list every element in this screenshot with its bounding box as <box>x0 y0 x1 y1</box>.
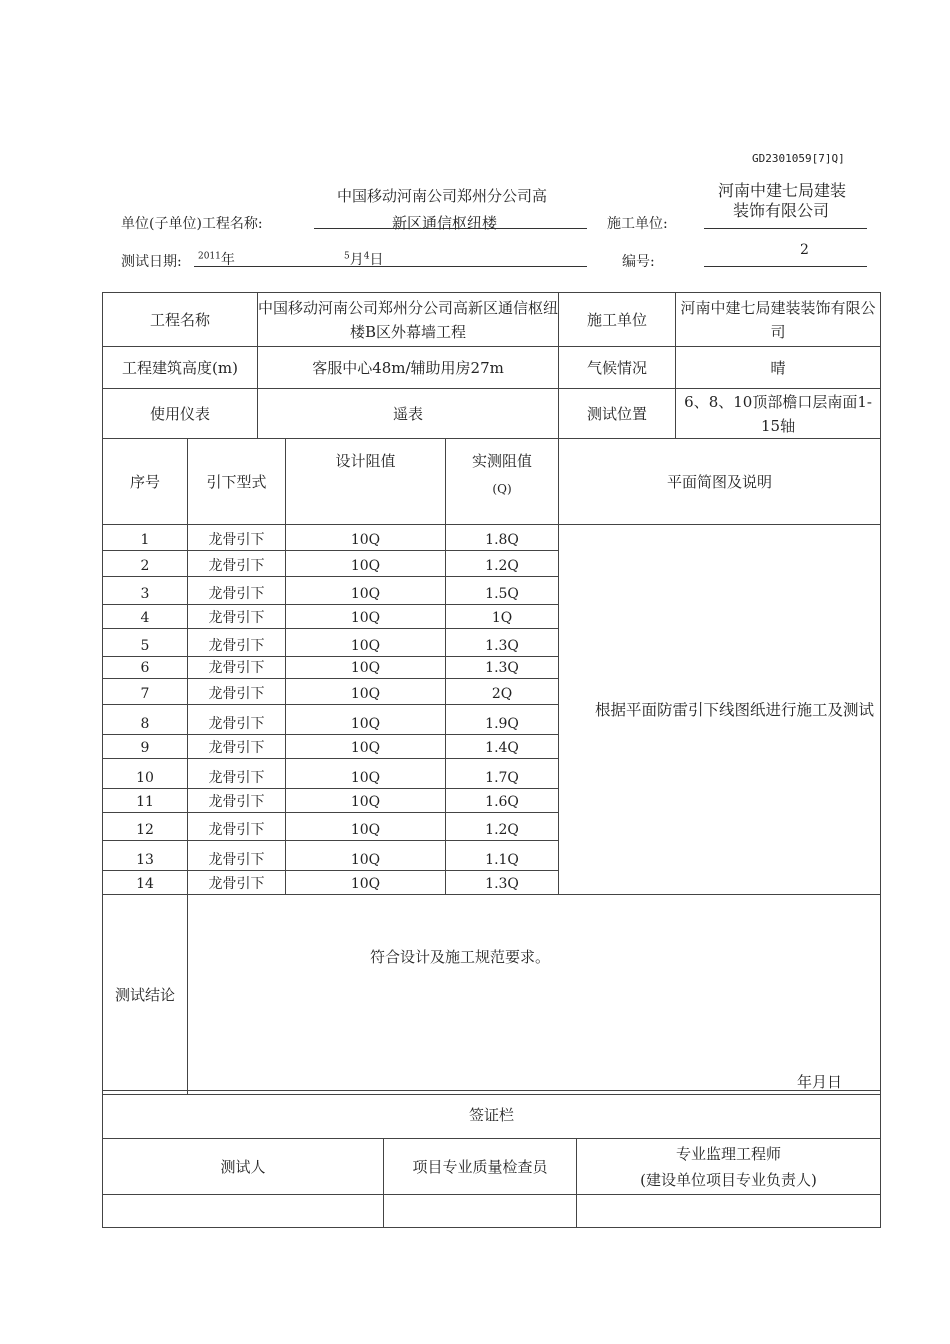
col-plan-header: 平面简图及说明 <box>559 439 881 525</box>
row-no: 6 <box>103 657 188 679</box>
conclusion-date: 年月日 <box>797 1073 843 1091</box>
project-name-line1: 中国移动河南公司郑州分公司高 <box>337 187 548 205</box>
row-no: 14 <box>103 871 188 895</box>
supervisor-signature[interactable] <box>577 1195 881 1228</box>
col-actual-unit: (Q) <box>492 482 512 496</box>
signature-title: 签证栏 <box>103 1091 881 1139</box>
project-name-line2: 新区通信枢纽楼 <box>392 214 498 232</box>
row-actual: 1.5Q <box>446 577 559 605</box>
col-design-header: 设计阻值 <box>286 439 446 525</box>
row-no: 2 <box>103 551 188 577</box>
row-type: 龙骨引下 <box>188 551 286 577</box>
col-actual-title: 实测阻值 <box>472 452 533 470</box>
row-no: 5 <box>103 629 188 657</box>
tester-label: 测试人 <box>103 1139 384 1195</box>
row-type: 龙骨引下 <box>188 841 286 871</box>
row-design: 10Q <box>286 871 446 895</box>
position-value: 6、8、10顶部檐口层南面1-15轴 <box>676 389 881 439</box>
row-type: 龙骨引下 <box>188 679 286 705</box>
row-actual: 1.2Q <box>446 813 559 841</box>
height-label: 工程建筑高度(m) <box>103 347 258 389</box>
row-actual: 2Q <box>446 679 559 705</box>
row-no: 11 <box>103 789 188 813</box>
contractor-label: 施工单位: <box>607 216 668 232</box>
conclusion-cell <box>188 895 881 1095</box>
row-type: 龙骨引下 <box>188 813 286 841</box>
row-actual: 1.1Q <box>446 841 559 871</box>
row-design: 10Q <box>286 679 446 705</box>
project-name-label: 单位(子单位)工程名称: <box>121 216 263 232</box>
test-date-label: 测试日期: <box>121 254 182 270</box>
project-name-cell-label: 工程名称 <box>103 293 258 347</box>
col-no-header: 序号 <box>103 439 188 525</box>
document-code: GD2301059[7]Q] <box>752 152 845 165</box>
number-value: 2 <box>800 242 809 258</box>
row-type: 龙骨引下 <box>188 657 286 679</box>
row-actual: 1.6Q <box>446 789 559 813</box>
supervisor-line2: (建设单位项目专业负责人) <box>640 1170 817 1189</box>
row-no: 10 <box>103 759 188 789</box>
row-design: 10Q <box>286 813 446 841</box>
row-no: 12 <box>103 813 188 841</box>
date-year-value: 2011 <box>198 251 221 262</box>
date-month-unit: 月 <box>349 252 364 268</box>
row-actual: 1.7Q <box>446 759 559 789</box>
row-type: 龙骨引下 <box>188 759 286 789</box>
contractor-cell-value: 河南中建七局建装装饰有限公司 <box>676 293 881 347</box>
conclusion-label: 测试结论 <box>103 895 188 1095</box>
row-design: 10Q <box>286 705 446 735</box>
row-type: 龙骨引下 <box>188 525 286 551</box>
project-name-underline <box>314 228 587 229</box>
inspector-label: 项目专业质量检查员 <box>384 1139 577 1195</box>
row-type: 龙骨引下 <box>188 629 286 657</box>
contractor-line2: 装饰有限公司 <box>733 201 830 220</box>
date-day-unit: 日 <box>369 252 384 268</box>
weather-label: 气候情况 <box>559 347 676 389</box>
plan-note: 根据平面防雷引下线图纸进行施工及测试 <box>559 525 881 895</box>
row-type: 龙骨引下 <box>188 605 286 629</box>
row-no: 3 <box>103 577 188 605</box>
col-actual-header <box>446 439 559 525</box>
row-actual: 1.9Q <box>446 705 559 735</box>
test-date-underline <box>194 266 587 267</box>
row-design: 10Q <box>286 735 446 759</box>
date-year-unit: 年 <box>220 252 235 268</box>
row-design: 10Q <box>286 551 446 577</box>
row-no: 7 <box>103 679 188 705</box>
supervisor-line1: 专业监理工程师 <box>676 1144 782 1163</box>
row-design: 10Q <box>286 841 446 871</box>
table-row <box>103 525 881 551</box>
row-actual: 1.3Q <box>446 629 559 657</box>
row-design: 10Q <box>286 577 446 605</box>
signature-table <box>102 1090 881 1228</box>
date-day-value: 4 <box>363 251 370 262</box>
row-type: 龙骨引下 <box>188 705 286 735</box>
contractor-line1: 河南中建七局建装 <box>718 181 847 200</box>
conclusion-text: 符合设计及施工规范要求。 <box>370 948 551 966</box>
row-actual: 1.3Q <box>446 871 559 895</box>
row-design: 10Q <box>286 759 446 789</box>
row-actual: 1.2Q <box>446 551 559 577</box>
row-type: 龙骨引下 <box>188 871 286 895</box>
row-no: 4 <box>103 605 188 629</box>
date-month-value: 5 <box>344 251 350 262</box>
row-actual: 1Q <box>446 605 559 629</box>
row-design: 10Q <box>286 525 446 551</box>
height-value: 客服中心48m/辅助用房27m <box>258 347 559 389</box>
row-type: 龙骨引下 <box>188 735 286 759</box>
row-no: 1 <box>103 525 188 551</box>
row-design: 10Q <box>286 605 446 629</box>
weather-value: 晴 <box>676 347 881 389</box>
instrument-value: 遥表 <box>258 389 559 439</box>
inspector-signature[interactable] <box>384 1195 577 1228</box>
supervisor-label <box>577 1139 881 1195</box>
contractor-cell-label: 施工单位 <box>559 293 676 347</box>
col-type-header: 引下型式 <box>188 439 286 525</box>
row-actual: 1.8Q <box>446 525 559 551</box>
row-type: 龙骨引下 <box>188 577 286 605</box>
row-design: 10Q <box>286 657 446 679</box>
row-type: 龙骨引下 <box>188 789 286 813</box>
number-label: 编号: <box>622 254 655 270</box>
tester-signature[interactable] <box>103 1195 384 1228</box>
row-actual: 1.4Q <box>446 735 559 759</box>
position-label: 测试位置 <box>559 389 676 439</box>
row-design: 10Q <box>286 789 446 813</box>
contractor-underline <box>704 228 867 229</box>
row-no: 13 <box>103 841 188 871</box>
project-name-cell-value: 中国移动河南公司郑州分公司高新区通信枢纽楼B区外幕墙工程 <box>258 293 559 347</box>
row-no: 8 <box>103 705 188 735</box>
row-no: 9 <box>103 735 188 759</box>
number-underline <box>704 266 867 267</box>
instrument-label: 使用仪表 <box>103 389 258 439</box>
row-design: 10Q <box>286 629 446 657</box>
lightning-test-table <box>102 292 881 1095</box>
row-actual: 1.3Q <box>446 657 559 679</box>
